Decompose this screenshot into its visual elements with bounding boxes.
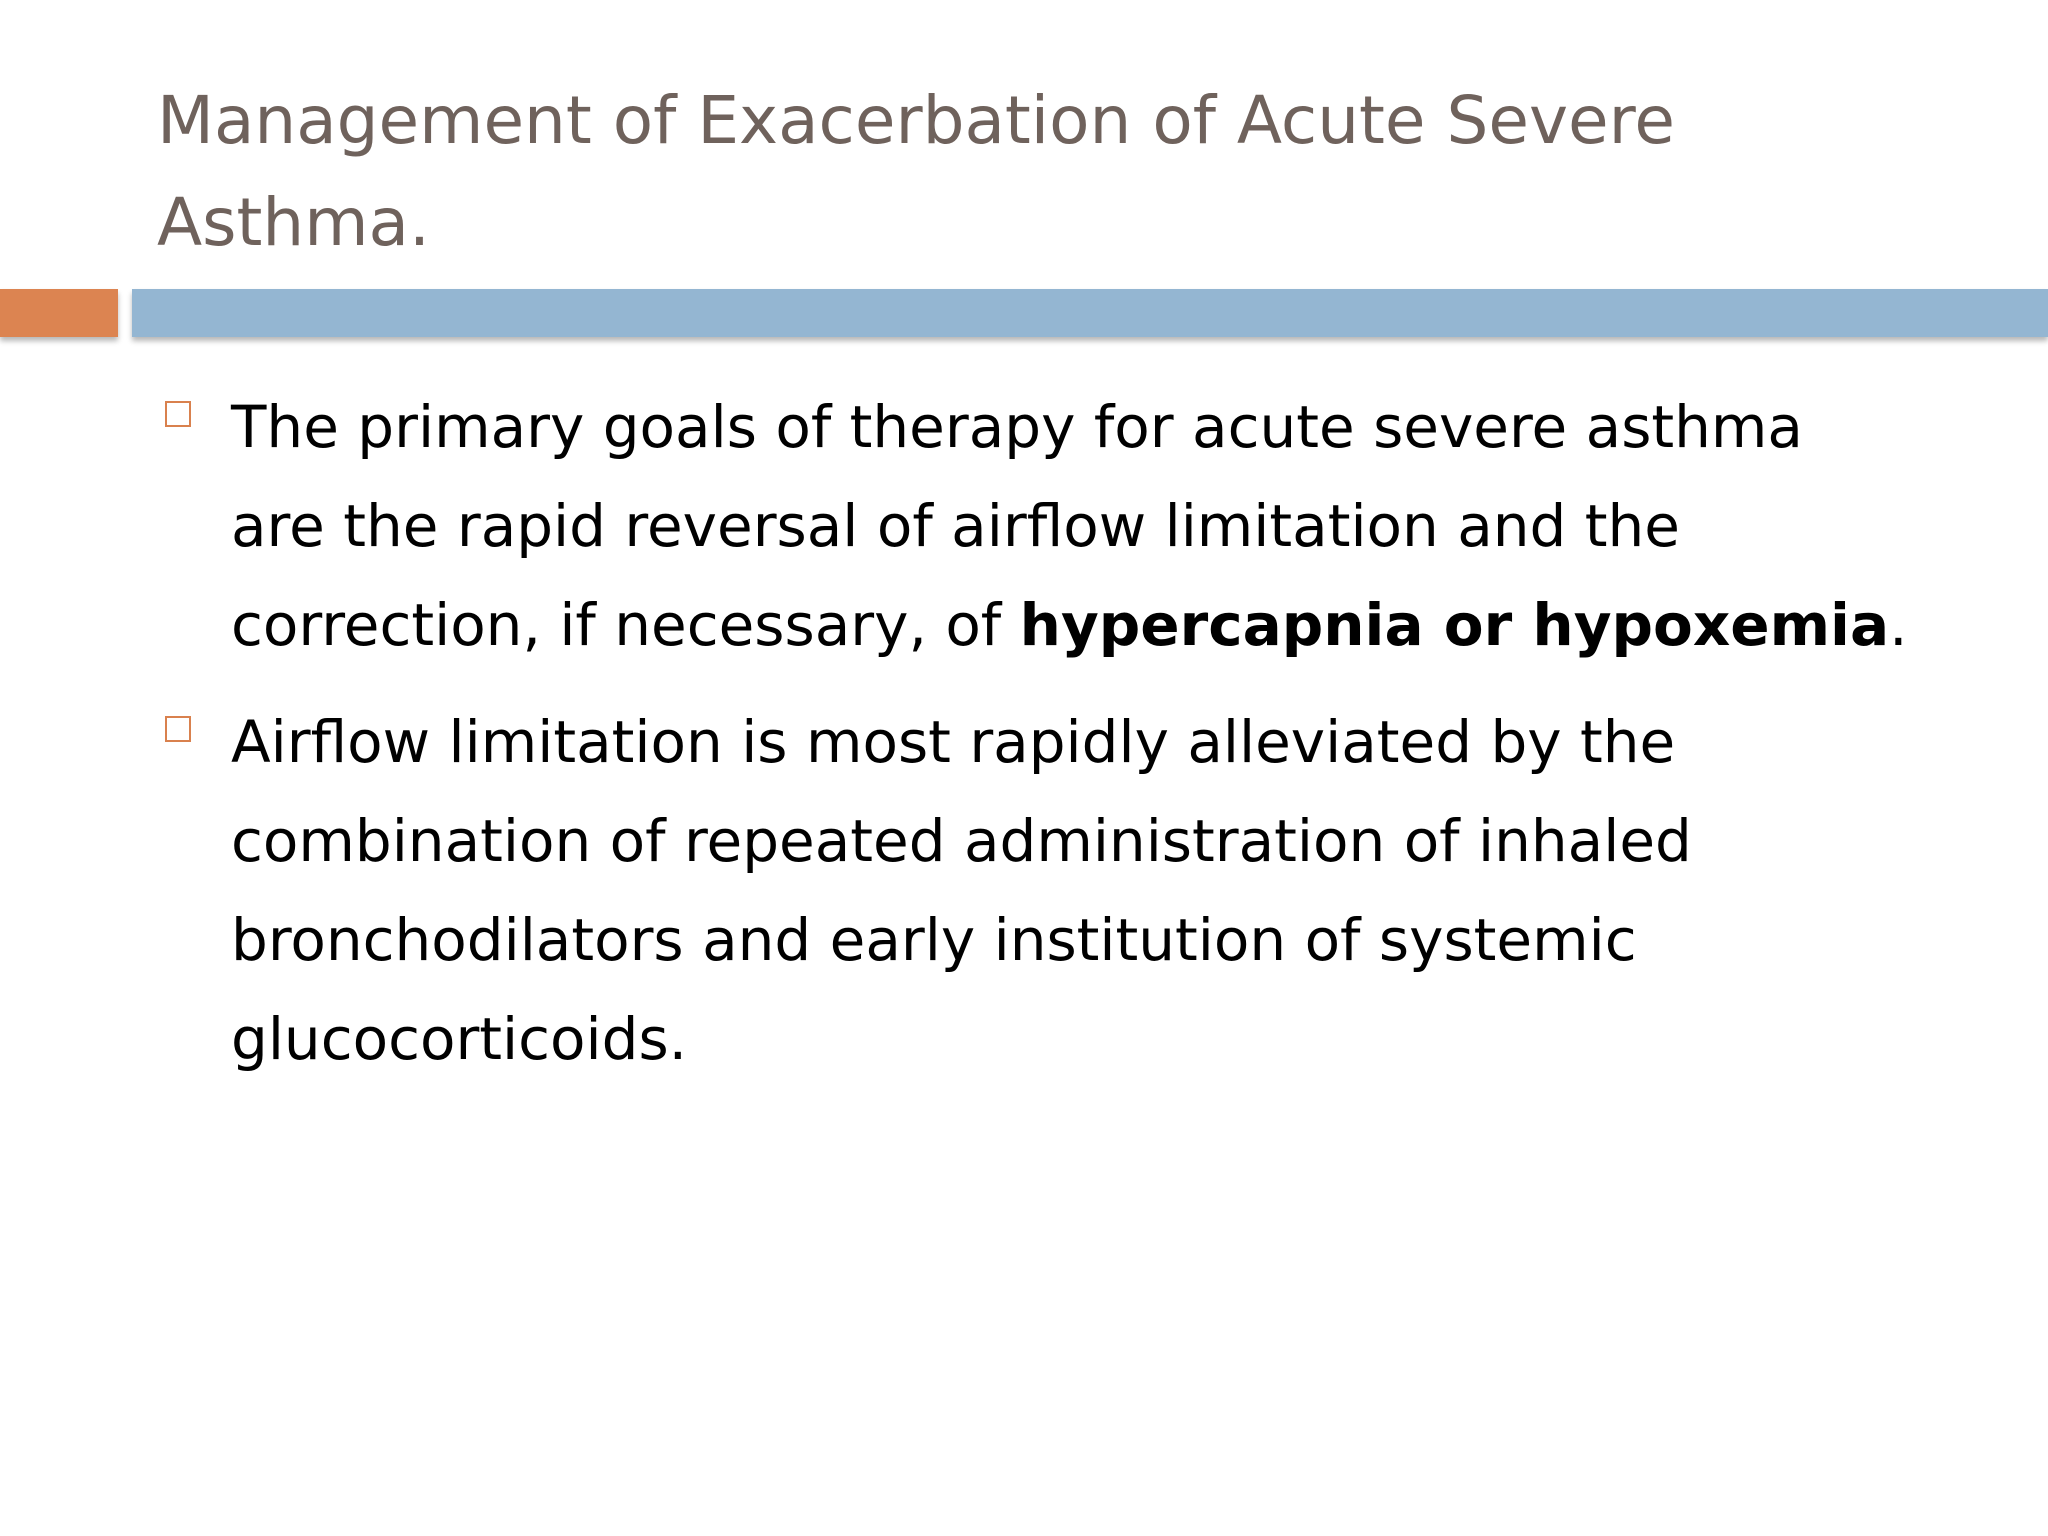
- bullet-end-text: .: [1889, 591, 1908, 659]
- bullet-text: Airflow limitation is most rapidly alleviated by the combination of repeated administration of inhaled bronchodilators and early institution of systemic glucocorticoids.: [231, 708, 1692, 1073]
- slide-title: Management of Exacerbation of Acute Severe Asthma.: [157, 82, 1675, 261]
- hollow-square-icon: [165, 401, 191, 427]
- bullet-bold-text: hypercapnia or hypoxemia: [1019, 591, 1890, 659]
- bullet-list: [155, 378, 1915, 1107]
- bullet-text: The primary goals of therapy for acute severe asthma are the rapid reversal of airflow limitation and the correction, if necessary, of: [231, 393, 1803, 659]
- bullet-item-therapy-goals: [155, 378, 1915, 675]
- title-accent-blue-bar: [132, 289, 2048, 337]
- hollow-square-icon: [165, 716, 191, 742]
- title-accent-orange-bar: [0, 289, 118, 337]
- bullet-item-airflow-limitation: [155, 693, 1915, 1089]
